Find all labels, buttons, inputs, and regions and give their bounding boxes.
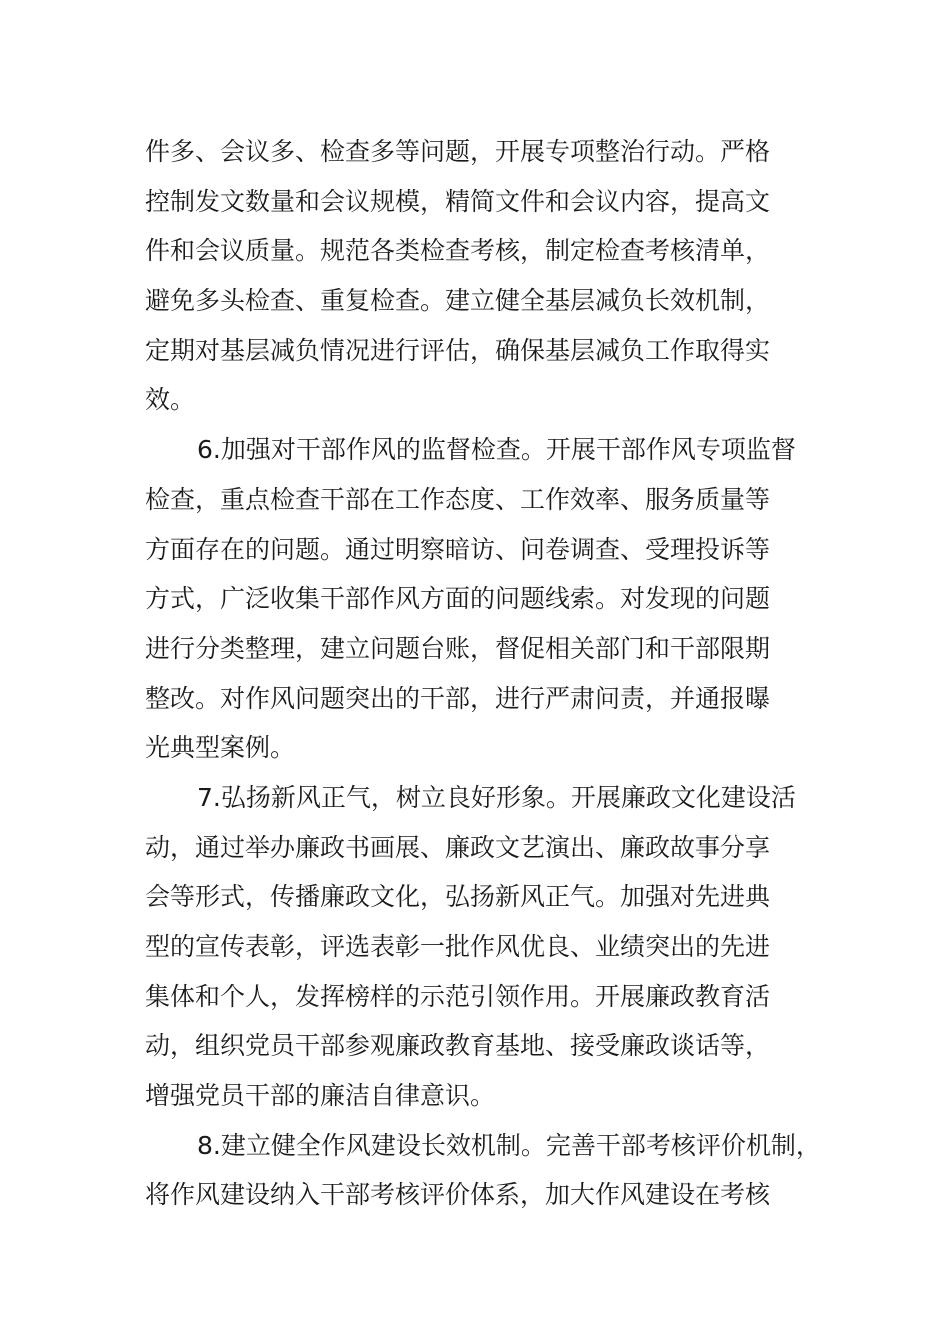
text-line: 避免多头检查、重复检查。建立健全基层减负长效机制， xyxy=(145,286,771,316)
text-line: 控制发文数量和会议规模，精简文件和会议内容，提高文 xyxy=(145,186,771,216)
paragraph-7-heading-line: 7.弘扬新风正气，树立良好形象。开展廉政文化建设活 xyxy=(197,782,796,812)
text-line: 光典型案例。 xyxy=(145,733,296,763)
text-line: 方式，广泛收集干部作风方面的问题线索。对发现的问题 xyxy=(145,584,771,614)
text-line: 方面存在的问题。通过明察暗访、问卷调查、受理投诉等 xyxy=(145,534,771,564)
text-line: 进行分类整理，建立问题台账，督促相关部门和干部限期 xyxy=(145,633,771,663)
text-line: 将作风建设纳入干部考核评价体系，加大作风建设在考核 xyxy=(145,1180,771,1210)
text-line: 件多、会议多、检查多等问题，开展专项整治行动。严格 xyxy=(145,137,771,166)
text-line: 件和会议质量。规范各类检查考核，制定检查考核清单， xyxy=(145,236,771,266)
text-line: 定期对基层减负情况进行评估，确保基层减负工作取得实 xyxy=(145,335,771,365)
text-line: 整改。对作风问题突出的干部，进行严肃问责，并通报曝 xyxy=(145,683,771,713)
paragraph-6-heading-line: 6.加强对干部作风的监督检查。开展干部作风专项监督 xyxy=(197,435,796,465)
text-line: 增强党员干部的廉洁自律意识。 xyxy=(145,1081,496,1111)
text-line: 检查，重点检查干部在工作态度、工作效率、服务质量等 xyxy=(145,484,771,514)
text-line: 效。 xyxy=(145,385,196,415)
text-line: 集体和个人，发挥榜样的示范引领作用。开展廉政教育活 xyxy=(145,981,771,1011)
text-line: 动，通过举办廉政书画展、廉政文艺演出、廉政故事分享 xyxy=(145,832,771,862)
paragraph-8-heading-line: 8.建立健全作风建设长效机制。完善干部考核评价机制， xyxy=(197,1130,821,1160)
document-body xyxy=(145,127,821,1220)
text-line: 型的宣传表彰，评选表彰一批作风优良、业绩突出的先进 xyxy=(145,932,771,961)
text-line: 会等形式，传播廉政文化，弘扬新风正气。加强对先进典 xyxy=(145,882,771,912)
text-line: 动，组织党员干部参观廉政教育基地、接受廉政谈话等， xyxy=(145,1031,771,1061)
